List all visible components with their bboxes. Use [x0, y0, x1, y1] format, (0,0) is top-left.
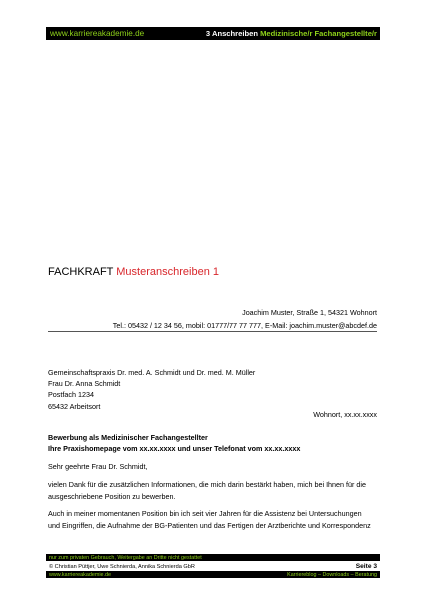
subject-line: Ihre Praxishomepage vom xx.xx.xxxx und unser Telefonat vom xx.xx.xxxx — [48, 443, 301, 453]
header-site-link[interactable]: www.karriereakademie.de — [50, 29, 145, 38]
heading-prefix: FACHKRAFT — [48, 266, 114, 278]
sender-block — [113, 307, 377, 332]
recipient-line: Postfach 1234 — [48, 390, 94, 400]
recipient-line: Gemeinschaftspraxis Dr. med. A. Schmidt und Dr. med. M. Müller — [48, 368, 256, 377]
recipient-line: Frau Dr. Anna Schmidt — [48, 379, 121, 389]
paragraph-line: Auch in meiner momentanen Position bin ich seit vier Jahren für die Assistenz bei Untersuchungen — [48, 509, 362, 518]
footer-link-bar — [46, 571, 380, 578]
subject-block — [48, 433, 300, 454]
paragraph-1 — [48, 479, 366, 502]
footer-info — [46, 562, 380, 571]
footer-notice: nur zum privaten Gebrauch, Weitergabe an Dritte nicht gestattet — [49, 554, 202, 561]
footer-links[interactable]: Karriereblog – Downloads – Beratung — [287, 571, 377, 578]
paragraph-line: und Eingriffen, die Aufnahme der BG-Patienten und das Fertigen der Arztberichte und Korrespondenz — [48, 520, 371, 530]
salutation: Sehr geehrte Frau Dr. Schmidt, — [48, 462, 148, 471]
sender-contact: Tel.: 05432 / 12 34 56, mobil: 01777/77 77 777, E-Mail: joachim.muster@abcdef.de — [112, 320, 377, 330]
header-section-title — [206, 29, 380, 38]
section-title: Medizinische/r Fachangestellte/r — [260, 29, 377, 38]
header-bar — [46, 27, 380, 40]
footer-copyright: © Christian Püttjer, Uwe Schnierda, Annika Schnierda GbR — [49, 563, 195, 570]
document-heading — [48, 266, 219, 278]
sender-divider — [48, 331, 377, 332]
section-prefix: 3 Anschreiben — [205, 29, 258, 38]
heading-title: Musteranschreiben 1 — [116, 266, 219, 278]
page-number: Seite 3 — [355, 563, 377, 570]
paragraph-line: ausgeschriebene Position zu bewerben. — [48, 491, 176, 501]
letter-date: Wohnort, xx.xx.xxxx — [313, 410, 377, 419]
subject-line: Bewerbung als Medizinischer Fachangestellter — [48, 433, 208, 442]
footer-site-link[interactable]: www.karriereakademie.de — [49, 571, 112, 578]
paragraph-2 — [48, 508, 371, 531]
paragraph-line: vielen Dank für die zusätzlichen Informationen, die mich darin bestärkt haben, mich bei Ihnen für die — [48, 480, 367, 489]
sender-address: Joachim Muster, Straße 1, 54321 Wohnort — [242, 308, 377, 317]
recipient-block — [48, 367, 255, 412]
recipient-line: 65432 Arbeitsort — [48, 401, 101, 411]
footer-notice-bar — [46, 554, 380, 561]
